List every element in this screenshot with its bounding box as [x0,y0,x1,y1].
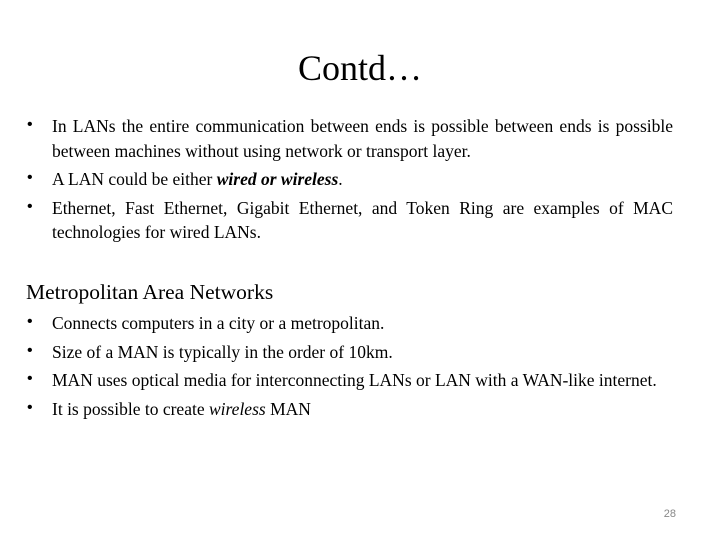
bullet-text: In LANs the entire communication between ends is possible between ends is possible between machines without using network or transport layer. [52,116,673,161]
emphasis-text: wireless [208,398,266,419]
bullet-item [27,340,673,365]
section-heading: Metropolitan Area Networks [26,280,274,304]
bullet-item [27,397,673,422]
bullet-marker: • [27,370,33,387]
bullet-marker: • [27,313,33,330]
page-number: 28 [663,508,676,520]
bullet-marker: • [27,116,33,133]
bullet-text: Size of a MAN is typically in the order of 10km. [52,341,393,362]
bullet-item [27,114,673,163]
bullet-marker: • [27,341,33,359]
bullet-text-tail: MAN [265,398,311,419]
man-bullet-list [27,311,673,425]
bullet-item [27,368,673,393]
lan-bullet-list [27,114,673,249]
bullet-item [27,167,673,192]
bullet-item [27,311,673,336]
bullet-marker: • [27,398,33,416]
bullet-text: A LAN could be either [52,169,217,189]
bullet-text: MAN uses optical media for interconnecting LANs or LAN with a WAN-like internet. [52,370,657,390]
bullet-marker: • [27,169,33,186]
slide-title: Contd… [297,48,422,88]
bullet-text: Ethernet, Fast Ethernet, Gigabit Ethernet, and Token Ring are examples of MAC technologies for wired LANs. [52,197,673,242]
emphasis-text: wired or wireless [216,169,339,189]
bullet-text: Connects computers in a city or a metropolitan. [52,313,385,333]
bullet-text-tail: . [338,169,343,189]
bullet-marker: • [27,197,33,215]
bullet-item [27,196,673,245]
bullet-text: It is possible to create [52,398,209,419]
